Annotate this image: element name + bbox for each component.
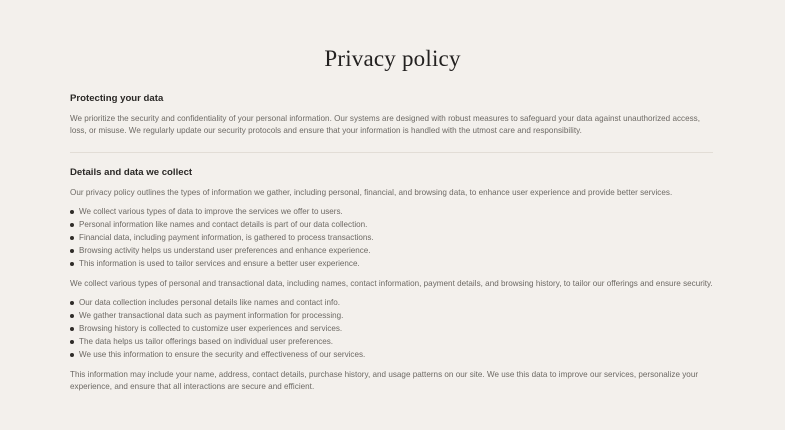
bullet-dot-icon xyxy=(70,301,74,305)
bullet-list-1 xyxy=(70,206,715,271)
bullet-list-2 xyxy=(70,297,715,362)
list-item xyxy=(70,219,715,232)
section-heading-details: Details and data we collect xyxy=(70,166,193,178)
details-middle-paragraph: We collect various types of personal and transactional data, including names, contact information, payment details, and browsing history, to tailor our offerings and ensure security. xyxy=(70,278,713,288)
list-item xyxy=(70,232,715,245)
list-item xyxy=(70,297,715,310)
bullet-dot-icon xyxy=(70,314,74,318)
bullet-dot-icon xyxy=(70,236,74,240)
protecting-paragraph: We prioritize the security and confidentiality of your personal information. Our systems are designed with robust measures to safeguard your data against unauthorized access, loss, or misuse. We regularly update our security protocols and ensure that your information is handled with the utmost care and responsibility. xyxy=(70,114,701,136)
bullet-dot-icon xyxy=(70,223,74,227)
list-item-text: Financial data, including payment information, is gathered to process transactions. xyxy=(79,233,374,243)
bullet-dot-icon xyxy=(70,353,74,357)
details-closing-paragraph: This information may include your name, address, contact details, purchase history, and usage patterns on our site. We use this data to improve our services, personalize your experience, and ensure that all interactions are secure and efficient. xyxy=(70,369,699,392)
section-details-data xyxy=(70,167,715,394)
list-item-text: Browsing history is collected to customize user experiences and services. xyxy=(79,323,343,333)
list-item-text: Personal information like names and contact details is part of our data collection. xyxy=(79,220,368,230)
bullet-dot-icon xyxy=(70,340,74,344)
list-item-text: The data helps us tailor offerings based on individual user preferences. xyxy=(79,336,334,346)
bullet-dot-icon xyxy=(70,249,74,253)
list-item-text: Our data collection includes personal details like names and contact info. xyxy=(79,298,340,308)
section-protecting-data xyxy=(70,93,715,138)
page-title: Privacy policy xyxy=(324,46,461,71)
section-divider xyxy=(70,152,713,153)
details-intro-paragraph: Our privacy policy outlines the types of information we gather, including personal, financial, and browsing data, to enhance user experience and provide better services. xyxy=(70,187,673,197)
list-item-text: Browsing activity helps us understand user preferences and enhance experience. xyxy=(79,245,371,255)
bullet-dot-icon xyxy=(70,262,74,266)
list-item xyxy=(70,206,715,219)
list-item xyxy=(70,349,715,362)
list-item-text: We gather transactional data such as payment information for processing. xyxy=(79,311,344,321)
section-heading-protecting: Protecting your data xyxy=(70,93,164,104)
list-item xyxy=(70,336,715,349)
list-item-text: We use this information to ensure the security and effectiveness of our services. xyxy=(79,349,366,359)
list-item xyxy=(70,323,715,336)
list-item-text: This information is used to tailor services and ensure a better user experience. xyxy=(79,258,360,268)
list-item xyxy=(70,245,715,258)
list-item xyxy=(70,310,715,323)
bullet-dot-icon xyxy=(70,327,74,331)
list-item xyxy=(70,258,715,271)
bullet-dot-icon xyxy=(70,210,74,214)
list-item-text: We collect various types of data to improve the services we offer to users. xyxy=(79,207,343,217)
